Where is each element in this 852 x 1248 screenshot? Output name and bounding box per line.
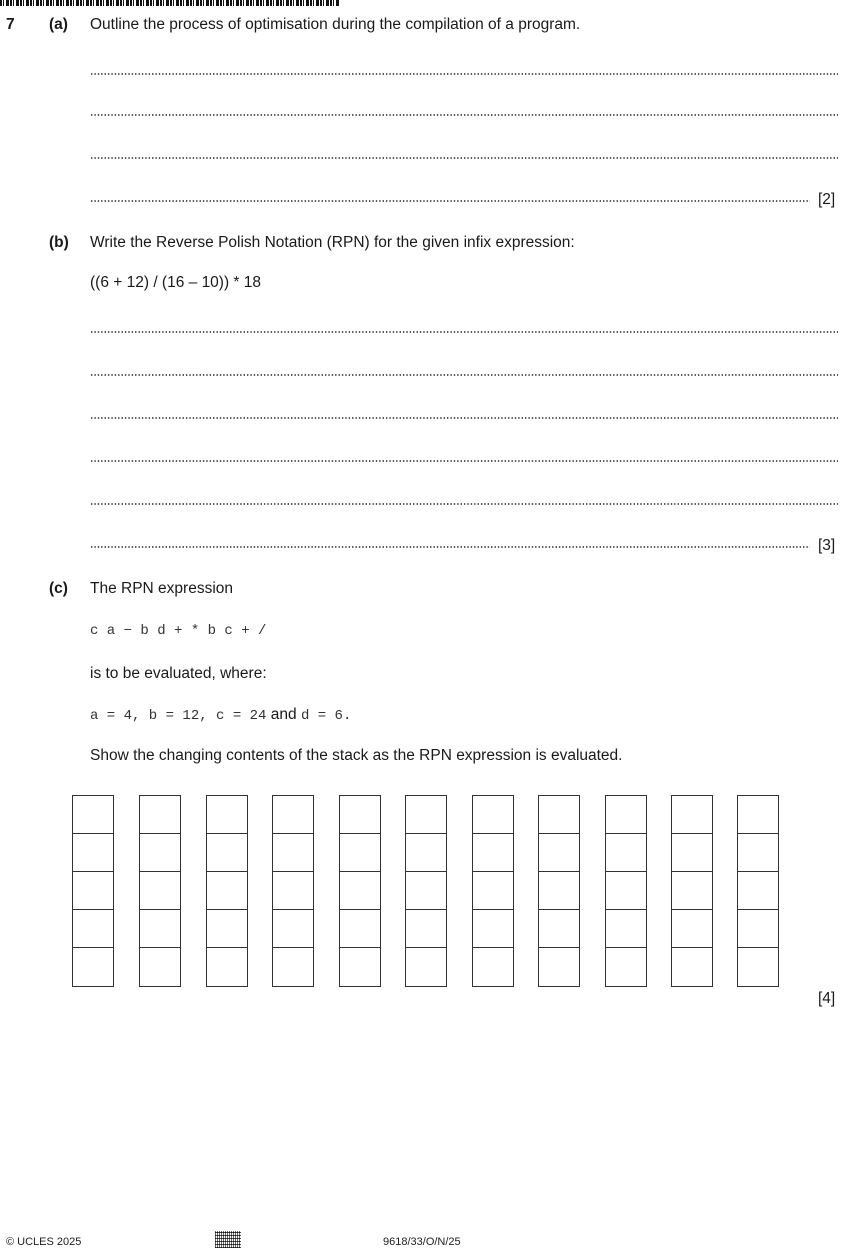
barcode-strip [0, 0, 340, 6]
part-b-question: Write the Reverse Polish Notation (RPN) for the given infix expression: [90, 234, 575, 251]
stack-column[interactable] [72, 795, 114, 987]
variable-values-code: a = 4, b = 12, c = 24 [90, 708, 267, 724]
part-a-label: (a) [49, 16, 68, 33]
stack-column[interactable] [538, 795, 580, 987]
answer-line[interactable] [90, 417, 838, 419]
stack-column[interactable] [206, 795, 248, 987]
copyright: © UCLES 2025 [6, 1236, 82, 1248]
stack-column[interactable] [737, 795, 779, 987]
part-c-intro: The RPN expression [90, 580, 234, 597]
part-a-marks: [2] [818, 191, 836, 208]
part-a-question: Outline the process of optimisation during the compilation of a program. [90, 16, 581, 33]
answer-line[interactable] [90, 460, 838, 462]
stack-column[interactable] [272, 795, 314, 987]
stack-column[interactable] [405, 795, 447, 987]
part-c-label: (c) [49, 580, 68, 597]
answer-line[interactable] [90, 374, 838, 376]
stack-column[interactable] [339, 795, 381, 987]
answer-line[interactable] [90, 73, 838, 75]
paper-code: 9618/33/O/N/25 [383, 1236, 461, 1248]
answer-line[interactable] [90, 331, 838, 333]
question-number: 7 [6, 16, 15, 33]
part-c-marks: [4] [818, 990, 836, 1007]
answer-line[interactable] [90, 114, 838, 116]
variable-values-code-2: d = 6. [300, 708, 352, 724]
infix-expression: ((6 + 12) / (16 – 10)) * 18 [90, 274, 262, 291]
stack-column[interactable] [139, 795, 181, 987]
answer-line[interactable] [90, 200, 810, 202]
stack-column[interactable] [605, 795, 647, 987]
stack-column[interactable] [472, 795, 514, 987]
part-b-marks: [3] [818, 537, 836, 554]
variable-values-and: and [270, 706, 297, 723]
part-b-label: (b) [49, 234, 69, 251]
stack-column[interactable] [671, 795, 713, 987]
variable-values [90, 706, 351, 724]
qr-code-icon [215, 1231, 241, 1248]
answer-line[interactable] [90, 157, 838, 159]
rpn-expression: c a − b d + * b c + / [90, 623, 267, 639]
answer-line[interactable] [90, 503, 838, 505]
answer-line[interactable] [90, 546, 810, 548]
evaluated-text: is to be evaluated, where: [90, 665, 267, 682]
part-c-instruction: Show the changing contents of the stack as the RPN expression is evaluated. [90, 747, 623, 764]
